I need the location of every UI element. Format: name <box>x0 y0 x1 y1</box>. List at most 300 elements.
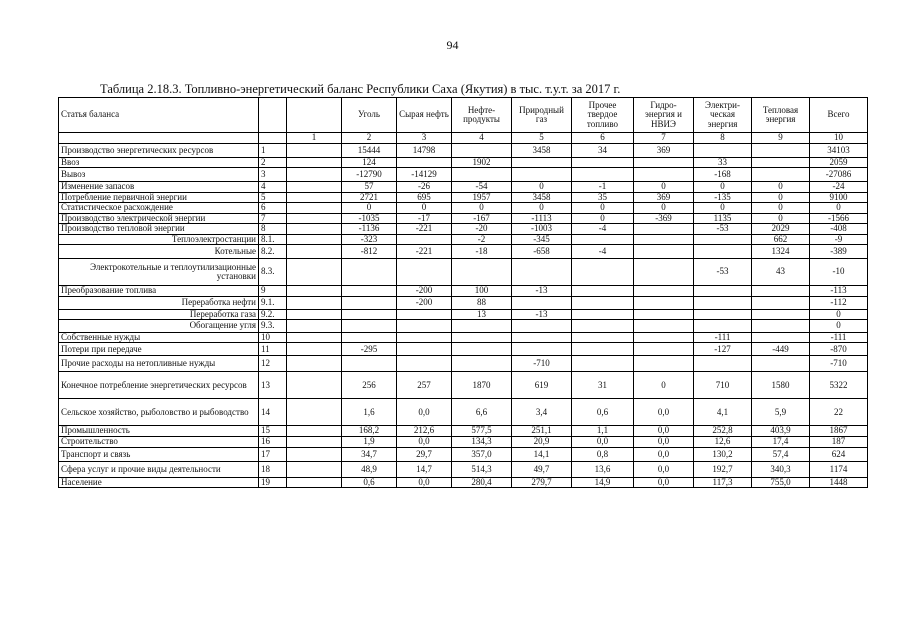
table-row <box>59 259 868 286</box>
value-cell <box>572 286 634 296</box>
value-cell: 0 <box>752 192 810 202</box>
value-cell: 212,6 <box>397 426 452 436</box>
value-cell <box>342 286 397 296</box>
row-code: 17 <box>259 447 287 461</box>
value-cell <box>634 259 694 286</box>
value-cell: 33 <box>694 158 752 168</box>
value-cell <box>452 332 512 342</box>
column-number: 1 <box>287 133 342 144</box>
value-cell: -54 <box>452 182 512 192</box>
row-label: Потребление первичной энергии <box>59 192 259 202</box>
row-label: Ввоз <box>59 158 259 168</box>
value-cell: 0 <box>512 182 572 192</box>
value-cell: 369 <box>634 192 694 202</box>
table-row <box>59 158 868 168</box>
row-code: 14 <box>259 399 287 426</box>
column-number: 3 <box>397 133 452 144</box>
value-cell: 134,3 <box>452 436 512 447</box>
table-row <box>59 224 868 234</box>
row-code: 8 <box>259 224 287 234</box>
value-cell: 43 <box>752 259 810 286</box>
table-row <box>59 213 868 223</box>
value-cell: -221 <box>397 224 452 234</box>
value-cell: 0 <box>572 213 634 223</box>
row-spacer-cell <box>287 203 342 213</box>
table-row <box>59 477 868 487</box>
row-label: Производство тепловой энергии <box>59 224 259 234</box>
value-cell: 1,9 <box>342 436 397 447</box>
value-cell <box>752 309 810 319</box>
row-spacer-cell <box>287 447 342 461</box>
value-cell <box>572 259 634 286</box>
value-cell: 257 <box>397 372 452 399</box>
value-cell: 1867 <box>810 426 868 436</box>
value-cell: -710 <box>810 356 868 372</box>
value-cell: 0,0 <box>634 461 694 477</box>
row-label: Сфера услуг и прочие виды деятельности <box>59 461 259 477</box>
value-cell <box>512 158 572 168</box>
value-cell: -53 <box>694 224 752 234</box>
value-cell <box>634 158 694 168</box>
value-cell <box>694 245 752 259</box>
row-spacer-cell <box>287 356 342 372</box>
value-cell <box>512 296 572 309</box>
value-cell: 9100 <box>810 192 868 202</box>
row-label: Прочие расходы на нетопливные нужды <box>59 356 259 372</box>
value-cell: 17,4 <box>752 436 810 447</box>
value-cell: 755,0 <box>752 477 810 487</box>
value-cell: 695 <box>397 192 452 202</box>
column-header: Тепловая энергия <box>752 98 810 133</box>
row-code: 5 <box>259 192 287 202</box>
row-code: 10 <box>259 332 287 342</box>
row-spacer-cell <box>287 332 342 342</box>
value-cell <box>452 259 512 286</box>
value-cell: 1324 <box>752 245 810 259</box>
row-spacer-cell <box>287 461 342 477</box>
value-cell: -20 <box>452 224 512 234</box>
table-row <box>59 309 868 319</box>
value-cell <box>694 309 752 319</box>
row-code: 8.1. <box>259 234 287 244</box>
row-spacer-cell <box>287 426 342 436</box>
row-spacer-cell <box>287 477 342 487</box>
value-cell: -870 <box>810 343 868 356</box>
value-cell: 280,4 <box>452 477 512 487</box>
value-cell: 662 <box>752 234 810 244</box>
value-cell <box>342 259 397 286</box>
value-cell: 0,6 <box>342 477 397 487</box>
value-cell <box>397 356 452 372</box>
value-cell <box>572 319 634 332</box>
value-cell <box>634 319 694 332</box>
column-header: Нефте-продукты <box>452 98 512 133</box>
value-cell: -295 <box>342 343 397 356</box>
value-cell: 5322 <box>810 372 868 399</box>
row-label: Переработка нефти <box>59 296 259 309</box>
table-row <box>59 245 868 259</box>
value-cell: 0,0 <box>634 447 694 461</box>
value-cell: 369 <box>634 144 694 158</box>
value-cell <box>572 343 634 356</box>
value-cell <box>634 309 694 319</box>
value-cell: -13 <box>512 309 572 319</box>
value-cell: 2059 <box>810 158 868 168</box>
row-label: Транспорт и связь <box>59 447 259 461</box>
value-cell <box>397 319 452 332</box>
value-cell: 0,0 <box>397 399 452 426</box>
value-cell: -1 <box>572 182 634 192</box>
value-cell: 1,6 <box>342 399 397 426</box>
value-cell: 0 <box>752 203 810 213</box>
row-spacer-cell <box>287 372 342 399</box>
row-spacer-cell <box>287 343 342 356</box>
value-cell: -408 <box>810 224 868 234</box>
value-cell: 0,0 <box>634 436 694 447</box>
column-header: Электри-ческая энергия <box>694 98 752 133</box>
value-cell: 130,2 <box>694 447 752 461</box>
value-cell: 0 <box>342 203 397 213</box>
column-number: 8 <box>694 133 752 144</box>
row-spacer-cell <box>287 192 342 202</box>
value-cell <box>342 319 397 332</box>
header-row <box>59 98 868 133</box>
value-cell: 12,6 <box>694 436 752 447</box>
value-cell: 251,1 <box>512 426 572 436</box>
value-cell: -2 <box>452 234 512 244</box>
value-cell: 0,0 <box>397 436 452 447</box>
row-code: 19 <box>259 477 287 487</box>
value-cell: 13 <box>452 309 512 319</box>
row-label: Котельные <box>59 245 259 259</box>
value-cell: -168 <box>694 168 752 182</box>
value-cell: 88 <box>452 296 512 309</box>
value-cell: -4 <box>572 245 634 259</box>
value-cell <box>634 296 694 309</box>
value-cell: 1135 <box>694 213 752 223</box>
row-code: 6 <box>259 203 287 213</box>
value-cell <box>572 332 634 342</box>
table-row <box>59 356 868 372</box>
table-row <box>59 286 868 296</box>
row-code: 4 <box>259 182 287 192</box>
value-cell <box>452 343 512 356</box>
value-cell: -369 <box>634 213 694 223</box>
value-cell <box>634 343 694 356</box>
value-cell: 357,0 <box>452 447 512 461</box>
table-row <box>59 447 868 461</box>
column-header: Прочее твердое топливо <box>572 98 634 133</box>
column-number: 5 <box>512 133 572 144</box>
row-label: Статистическое расхождение <box>59 203 259 213</box>
value-cell <box>342 296 397 309</box>
row-code: 3 <box>259 168 287 182</box>
table-row <box>59 332 868 342</box>
row-code: 13 <box>259 372 287 399</box>
value-cell: -14129 <box>397 168 452 182</box>
value-cell <box>634 224 694 234</box>
value-cell: -113 <box>810 286 868 296</box>
value-cell: 0 <box>752 213 810 223</box>
value-cell: 57,4 <box>752 447 810 461</box>
column-number: 9 <box>752 133 810 144</box>
row-spacer-cell <box>287 259 342 286</box>
value-cell: 14,1 <box>512 447 572 461</box>
value-cell: 35 <box>572 192 634 202</box>
value-cell: 403,9 <box>752 426 810 436</box>
row-label: Конечное потребление энергетических ресурсов <box>59 372 259 399</box>
value-cell: -449 <box>752 343 810 356</box>
value-cell <box>634 245 694 259</box>
value-cell: 1174 <box>810 461 868 477</box>
value-cell <box>694 319 752 332</box>
row-code: 12 <box>259 356 287 372</box>
value-cell: 279,7 <box>512 477 572 487</box>
value-cell: -221 <box>397 245 452 259</box>
value-cell: 1902 <box>452 158 512 168</box>
row-code: 18 <box>259 461 287 477</box>
value-cell: 514,3 <box>452 461 512 477</box>
value-cell: -17 <box>397 213 452 223</box>
value-cell: 0,0 <box>397 477 452 487</box>
row-label: Строительство <box>59 436 259 447</box>
row-spacer-cell <box>287 319 342 332</box>
column-number: 2 <box>342 133 397 144</box>
row-code: 9.2. <box>259 309 287 319</box>
row-label: Переработка газа <box>59 309 259 319</box>
row-spacer-cell <box>287 245 342 259</box>
value-cell: -111 <box>694 332 752 342</box>
value-cell <box>752 286 810 296</box>
row-spacer-cell <box>287 234 342 244</box>
value-cell: -111 <box>810 332 868 342</box>
value-cell: 0 <box>397 203 452 213</box>
value-cell: 0 <box>452 203 512 213</box>
value-cell <box>397 158 452 168</box>
row-label: Потери при передаче <box>59 343 259 356</box>
value-cell <box>694 286 752 296</box>
value-cell: 15444 <box>342 144 397 158</box>
row-code: 2 <box>259 158 287 168</box>
value-cell: 0 <box>572 203 634 213</box>
value-cell: 0 <box>634 182 694 192</box>
value-cell <box>694 144 752 158</box>
row-code: 16 <box>259 436 287 447</box>
value-cell: 49,7 <box>512 461 572 477</box>
value-cell: 117,3 <box>694 477 752 487</box>
row-label: Теплоэлектростанции <box>59 234 259 244</box>
table-row <box>59 461 868 477</box>
value-cell <box>452 144 512 158</box>
value-cell: -1035 <box>342 213 397 223</box>
value-cell <box>572 234 634 244</box>
value-cell: 34 <box>572 144 634 158</box>
value-cell: 0 <box>810 203 868 213</box>
value-cell: -389 <box>810 245 868 259</box>
row-spacer-cell <box>287 213 342 223</box>
row-label: Промышленность <box>59 426 259 436</box>
value-cell <box>634 286 694 296</box>
value-cell: 0,0 <box>634 477 694 487</box>
value-cell: -112 <box>810 296 868 309</box>
value-cell: -10 <box>810 259 868 286</box>
value-cell: -200 <box>397 296 452 309</box>
value-cell: -18 <box>452 245 512 259</box>
value-cell: 34103 <box>810 144 868 158</box>
value-cell <box>634 234 694 244</box>
value-cell: -1136 <box>342 224 397 234</box>
column-number: 7 <box>634 133 694 144</box>
value-cell: 710 <box>694 372 752 399</box>
value-cell: -12790 <box>342 168 397 182</box>
value-cell: -1113 <box>512 213 572 223</box>
table-row <box>59 343 868 356</box>
row-spacer-cell <box>287 182 342 192</box>
value-cell: 34,7 <box>342 447 397 461</box>
value-cell: 0 <box>512 203 572 213</box>
value-cell <box>752 319 810 332</box>
value-cell: -1003 <box>512 224 572 234</box>
value-cell: -13 <box>512 286 572 296</box>
column-header: Статья баланса <box>59 98 259 133</box>
row-spacer-cell <box>287 436 342 447</box>
row-spacer-cell <box>287 296 342 309</box>
value-cell: 124 <box>342 158 397 168</box>
value-cell: 6,6 <box>452 399 512 426</box>
table-row <box>59 296 868 309</box>
value-cell <box>397 343 452 356</box>
value-cell: 619 <box>512 372 572 399</box>
value-cell <box>694 356 752 372</box>
value-cell: 168,2 <box>342 426 397 436</box>
value-cell: 3,4 <box>512 399 572 426</box>
value-cell: 0,8 <box>572 447 634 461</box>
row-label: Производство энергетических ресурсов <box>59 144 259 158</box>
value-cell: -26 <box>397 182 452 192</box>
value-cell: 0 <box>810 319 868 332</box>
energy-balance-table <box>58 97 868 488</box>
value-cell: 2029 <box>752 224 810 234</box>
value-cell <box>452 168 512 182</box>
row-code: 15 <box>259 426 287 436</box>
value-cell: 624 <box>810 447 868 461</box>
value-cell <box>634 168 694 182</box>
row-code: 9 <box>259 286 287 296</box>
row-label: Преобразование топлива <box>59 286 259 296</box>
value-cell: 252,8 <box>694 426 752 436</box>
value-cell <box>512 319 572 332</box>
column-number: 10 <box>810 133 868 144</box>
value-cell: 0 <box>694 182 752 192</box>
row-label: Население <box>59 477 259 487</box>
row-label: Обогащение угля <box>59 319 259 332</box>
value-cell: -9 <box>810 234 868 244</box>
row-label: Производство электрической энергии <box>59 213 259 223</box>
row-code: 9.1. <box>259 296 287 309</box>
value-cell: 31 <box>572 372 634 399</box>
row-code: 8.3. <box>259 259 287 286</box>
value-cell: 0 <box>634 203 694 213</box>
value-cell <box>752 168 810 182</box>
column-number: 4 <box>452 133 512 144</box>
table-row <box>59 436 868 447</box>
value-cell: -27086 <box>810 168 868 182</box>
value-cell <box>342 309 397 319</box>
value-cell: 29,7 <box>397 447 452 461</box>
value-cell <box>752 296 810 309</box>
table-body <box>59 144 868 488</box>
column-number <box>59 133 259 144</box>
column-header <box>259 98 287 133</box>
value-cell: 187 <box>810 436 868 447</box>
column-header: Всего <box>810 98 868 133</box>
value-cell <box>694 234 752 244</box>
value-cell: -167 <box>452 213 512 223</box>
row-code: 1 <box>259 144 287 158</box>
value-cell: -345 <box>512 234 572 244</box>
row-code: 8.2. <box>259 245 287 259</box>
value-cell <box>572 158 634 168</box>
value-cell: -53 <box>694 259 752 286</box>
row-spacer-cell <box>287 168 342 182</box>
row-code: 11 <box>259 343 287 356</box>
row-spacer-cell <box>287 224 342 234</box>
value-cell <box>694 296 752 309</box>
column-number <box>259 133 287 144</box>
value-cell: 3458 <box>512 192 572 202</box>
value-cell <box>572 356 634 372</box>
value-cell: -200 <box>397 286 452 296</box>
column-header: Гидро-энергия и НВИЭ <box>634 98 694 133</box>
row-label: Изменение запасов <box>59 182 259 192</box>
value-cell: 2721 <box>342 192 397 202</box>
value-cell: -323 <box>342 234 397 244</box>
table-row <box>59 182 868 192</box>
value-cell: 0,0 <box>572 436 634 447</box>
value-cell: 14798 <box>397 144 452 158</box>
column-number-row <box>59 133 868 144</box>
value-cell <box>752 158 810 168</box>
table-row <box>59 426 868 436</box>
value-cell <box>634 356 694 372</box>
value-cell: 22 <box>810 399 868 426</box>
table-row <box>59 144 868 158</box>
value-cell: -1566 <box>810 213 868 223</box>
value-cell: 13,6 <box>572 461 634 477</box>
value-cell <box>512 168 572 182</box>
row-label: Сельское хозяйство, рыболовство и рыбоводство <box>59 399 259 426</box>
value-cell <box>512 259 572 286</box>
table-row <box>59 203 868 213</box>
value-cell: 1448 <box>810 477 868 487</box>
value-cell <box>752 356 810 372</box>
page-number: 94 <box>446 38 459 52</box>
column-number: 6 <box>572 133 634 144</box>
value-cell: 0,6 <box>572 399 634 426</box>
value-cell <box>572 296 634 309</box>
row-spacer-cell <box>287 286 342 296</box>
value-cell: 5,9 <box>752 399 810 426</box>
table-row <box>59 372 868 399</box>
value-cell: -135 <box>694 192 752 202</box>
column-header: Природный газ <box>512 98 572 133</box>
value-cell: 340,3 <box>752 461 810 477</box>
value-cell <box>397 259 452 286</box>
value-cell: 1580 <box>752 372 810 399</box>
value-cell <box>342 356 397 372</box>
value-cell <box>342 332 397 342</box>
value-cell: 256 <box>342 372 397 399</box>
